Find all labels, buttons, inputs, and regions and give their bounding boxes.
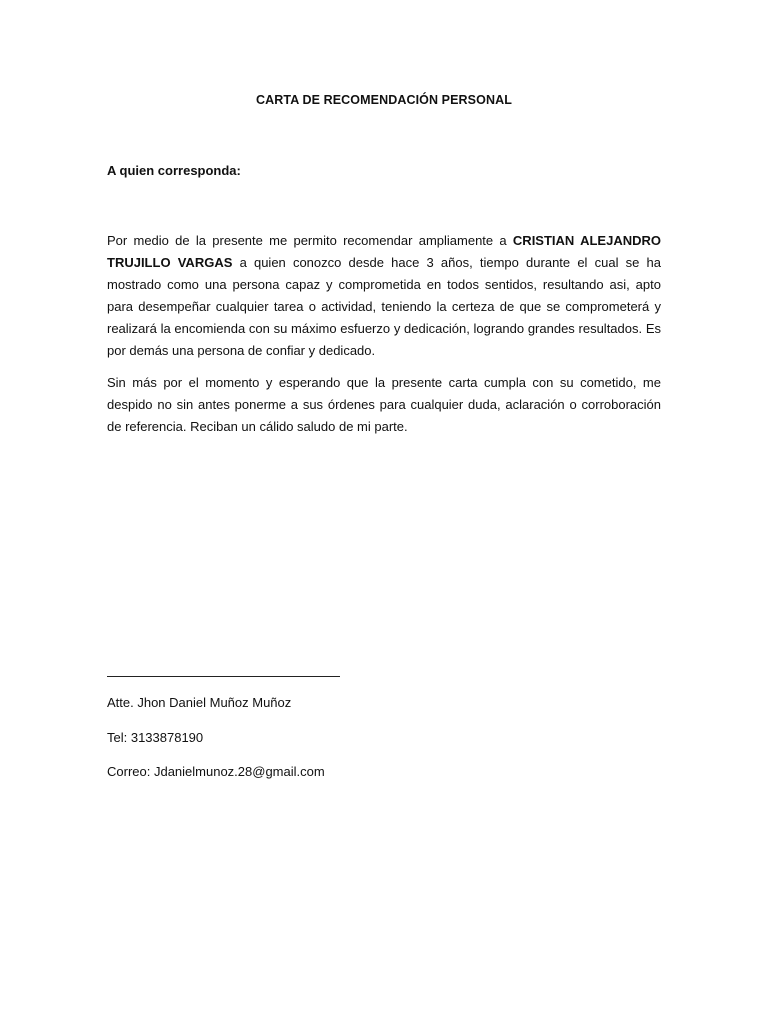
signature-phone: Tel: 3133878190 <box>107 730 204 745</box>
signature-line <box>107 676 340 677</box>
salutation: A quien corresponda: <box>107 163 241 178</box>
signature-name: Atte. Jhon Daniel Muñoz Muñoz <box>107 695 292 710</box>
letter-title: CARTA DE RECOMENDACIÓN PERSONAL <box>256 93 512 107</box>
paragraph-1-rest: a quien conozco desde hace 3 años, tiempo durante el cual se ha mostrado como una persona capaz y comprometida en todos sentidos, resultando asi, apto para desempeñar cualquier tarea o actividad, teniendo la certeza de que se comprometerá y realizará la encomienda con su máximo esfuerzo y dedicación, logrando grandes resultados. Es por demás una persona de confiar y dedicado. <box>107 255 661 358</box>
recommended-person-name: CRISTIAN ALEJANDRO TRUJILLO VARGAS <box>107 233 661 270</box>
body-paragraph-2: Sin más por el momento y esperando que la presente carta cumpla con su cometido, me despido no sin antes ponerme a sus órdenes para cualquier duda, aclaración o corroboración de referencia. Reciban un cálido saludo de mi parte. <box>107 375 661 434</box>
signature-email: Correo: Jdanielmunoz.28@gmail.com <box>107 764 325 779</box>
body-paragraph-1 <box>107 230 661 362</box>
paragraph-1-intro: Por medio de la presente me permito recomendar ampliamente a <box>107 233 513 248</box>
